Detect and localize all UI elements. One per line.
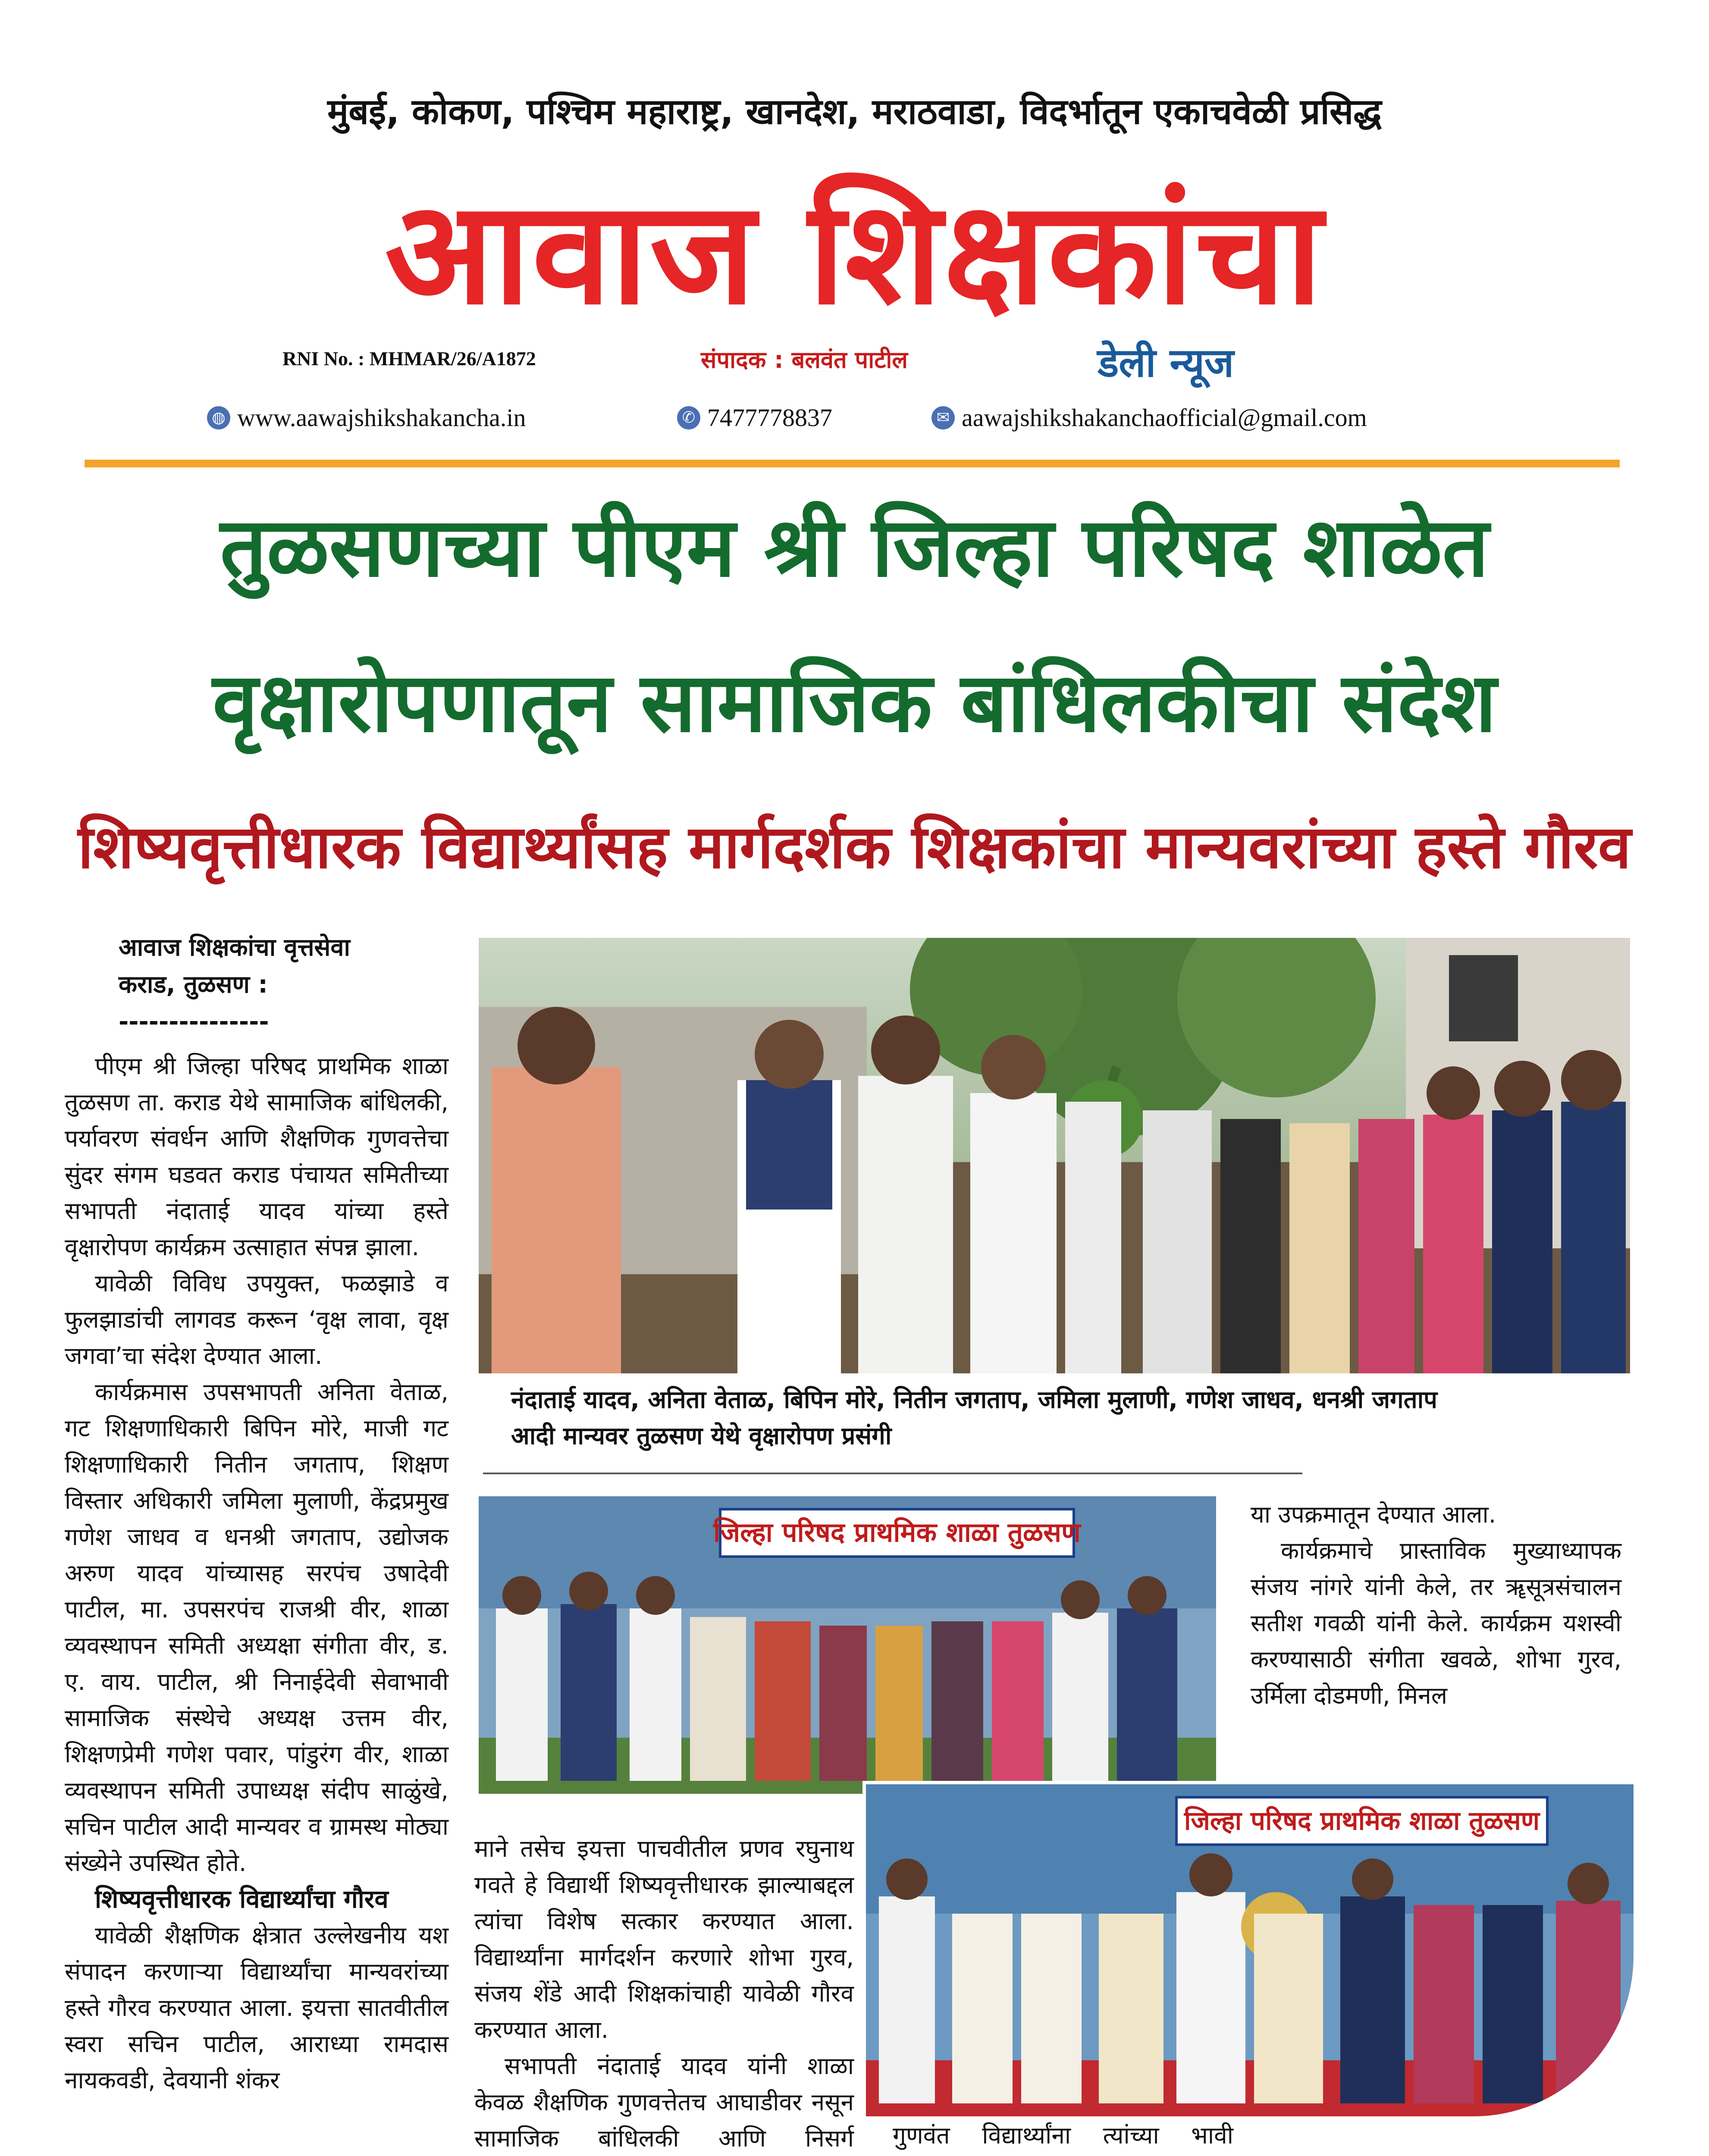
editor-name: संपादक : बलवंत पाटील	[701, 346, 908, 373]
article-column-1	[65, 1048, 448, 2098]
masthead-divider	[85, 460, 1620, 467]
paragraph: माने तसेच इयत्ता पाचवीतील प्रणव रघुनाथ गवते हे विद्यार्थी शिष्यवृत्तीधारक झाल्याबद्दल त्यांचा विशेष सत्कार करण्यात आला. विद्यार्थ्यांना मार्गदर्शन करणारे शोभा गुरव, संजय शेंडे आदी शिक्षकांचाही यावेळी गौरव करण्यात आला.	[474, 1835, 854, 2043]
article-column-3	[862, 2117, 1233, 2156]
globe-icon: ◍	[207, 406, 230, 429]
photo-caption	[511, 1382, 1624, 1454]
tree-plantation-photo	[479, 938, 1630, 1373]
school-banner-text: जिल्हा परिषद प्राथमिक शाळा तुळसण	[1184, 1806, 1540, 1836]
website-text: www.aawajshikshakancha.in	[237, 404, 526, 432]
website-contact[interactable]	[207, 403, 526, 432]
rni-number: RNI No. : MHMAR/26/A1872	[282, 348, 536, 370]
paragraph: कार्यक्रमाचे प्रास्ताविक मुख्याध्यापक संजय नांगरे यांनी केले, तर ॠसूत्रसंचालन सतीश गवळी यांनी केले. कार्यक्रम यशस्वी करण्यासाठी संगीता खवळे, शोभा गुरव, उर्मिला दोडमणी, मिनल	[1251, 1537, 1621, 1709]
caption-line-2: आदी मान्यवर तुळसण येथे वृक्षारोपण प्रसंगी	[511, 1422, 892, 1450]
caption-line-1: नंदाताई यादव, अनिता वेताळ, बिपिन मोरे, नितीन जगताप, जमिला मुलाणी, गणेश जाधव, धनश्री जगताप	[511, 1386, 1437, 1414]
phone-contact[interactable]	[677, 403, 832, 432]
mail-icon: ✉	[931, 406, 955, 429]
caption-rule	[483, 1473, 1302, 1474]
newspaper-brand: आवाज शिक्षकांचा	[385, 169, 1324, 336]
edition-line: मुंबई, कोकण, पश्चिम महाराष्ट्र, खानदेश, मराठवाडा, विदर्भातून एकाचवेळी प्रसिद्ध	[327, 91, 1382, 132]
paragraph: पीएम श्री जिल्हा परिषद प्राथमिक शाळा तुळसण ता. कराड येथे सामाजिक बांधिलकी, पर्यावरण संवर्धन आणि शैक्षणिक गुणवत्तेचा सुंदर संगम घडवत कराड पंचायत समितीच्या सभापती नंदाताई यादव यांच्या हस्ते वृक्षारोपण कार्यक्रम उत्साहात संपन्न झाला.	[65, 1052, 448, 1261]
daily-news-label: डेली न्यूज	[1098, 340, 1234, 386]
paragraph: कार्यक्रमास उपसभापती अनिता वेताळ, गट शिक्षणाधिकारी बिपिन मोरे, माजी गट शिक्षणाधिकारी नितीन जगताप, शिक्षण विस्तार अधिकारी जमिला मुलाणी, केंद्रप्रमुख गणेश जाधव व धनश्री जगताप, उद्योजक अरुण यादव यांच्यासह सरपंच उषादेवी पाटील, मा. उपसरपंच राजश्री वीर, शाळा व्यवस्थापन समिती अध्यक्षा संगीता वीर, ड. ए. वाय. पाटील, श्री निनाईदेवी सेवाभावी सामाजिक संस्थेचे अध्यक्ष उत्तम वीर, शिक्षणप्रेमी गणेश पवार, पांडुरंग वीर, शाळा व्यवस्थापन समिती उपाध्यक्ष संदीप साळुंखे, सचिन पाटील आदी मान्यवर व ग्रामस्थ मोठ्या संख्येने उपस्थित होते.	[65, 1378, 448, 1877]
byline-dashes: ---------------	[119, 1008, 269, 1036]
students-felicitation-photo	[479, 1496, 1216, 1794]
paragraph: यावेळी विविध उपयुक्त, फळझाडे व फुलझाडांची लागवड करून ‘वृक्ष लावा, वृक्ष जगवा’चा संदेश देण्यात आला.	[65, 1269, 448, 1369]
headline-line-2: वृक्षारोपणातून सामाजिक बांधिलकीचा संदेश	[212, 655, 1497, 750]
email-contact[interactable]	[931, 403, 1367, 432]
byline-agency: आवाज शिक्षकांचा वृत्तसेवा	[119, 934, 351, 962]
school-banner-text: जिल्हा परिषद प्राथमिक शाळा तुळसण	[713, 1517, 1081, 1548]
byline	[119, 929, 455, 1040]
paragraph: सभापती नंदाताई यादव यांनी शाळा केवळ शैक्षणिक गुणवत्तेतच आघाडीवर नसून सामाजिक बांधिलकी आणि निसर्ग	[474, 2052, 854, 2152]
article-column-2	[474, 1830, 854, 2156]
paragraph: या उपक्रमातून देण्यात आला.	[1251, 1501, 1496, 1528]
article-column-4-top	[1251, 1496, 1621, 1714]
teachers-felicitation-photo	[862, 1781, 1637, 2120]
sub-headline: शिष्यवृत्तीधारक विद्यार्थ्यांसह मार्गदर्शक शिक्षकांचा मान्यवरांच्या हस्ते गौरव	[78, 812, 1631, 882]
headline-line-1: तुळसणच्या पीएम श्री जिल्हा परिषद शाळेत	[220, 500, 1489, 595]
section-heading-scholarship: शिष्यवृत्तीधारक विद्यार्थ्यांचा गौरव	[95, 1884, 389, 1914]
phone-icon: ✆	[677, 406, 700, 429]
phone-text: 7477778837	[707, 404, 832, 432]
email-text: aawajshikshakanchaofficial@gmail.com	[962, 404, 1367, 432]
paragraph: गुणवंत विद्यार्थ्यांना त्यांच्या भावी	[893, 2122, 1233, 2149]
paragraph: यावेळी शैक्षणिक क्षेत्रात उल्लेखनीय यश संपादन करणाऱ्या विद्यार्थ्यांचा मान्यवरांच्या हस्ते गौरव करण्यात आला. इयत्ता सातवीतील स्वरा सचिन पाटील, आराध्या रामदास नायकवडी, देवयानी शंकर	[65, 1921, 448, 2094]
byline-place: कराड, तुळसण :	[119, 971, 268, 999]
